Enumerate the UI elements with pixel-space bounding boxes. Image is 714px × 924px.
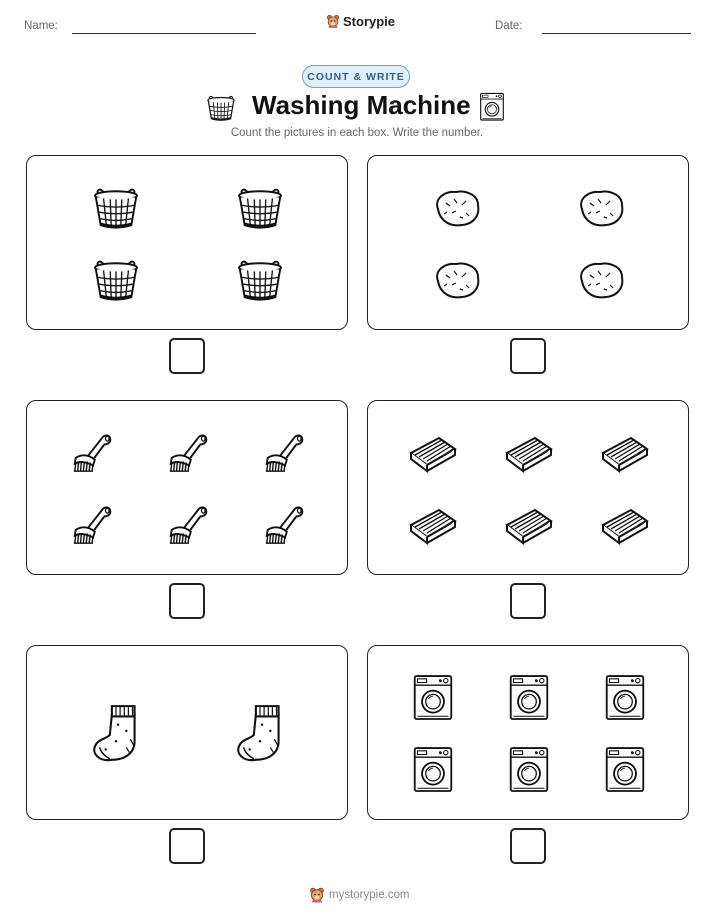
footer-url: mystorypie.com [329,888,410,901]
soap-bar-icon [432,259,482,301]
scrub-brush-icon [262,503,306,547]
laundry-basket-icon [236,258,284,302]
washing-machine-icon [412,674,454,722]
soap-bar-icon [576,259,626,301]
washboard-icon [503,433,555,473]
soap-bar-icon [576,187,626,229]
scrub-brush-icon [70,431,114,475]
footer [309,886,410,903]
washing-machine-icon [508,746,550,794]
page-title: Washing Machine [252,90,471,120]
washboard-icon [599,505,651,545]
answer-box[interactable] [169,583,205,619]
brand-name: Storypie [343,13,396,29]
answer-box[interactable] [169,338,205,374]
laundry-basket-icon [92,186,140,230]
bear-icon [326,13,340,29]
date-field[interactable] [542,33,691,34]
instructions: Count the pictures in each box. Write the number. [230,127,484,139]
counting-panel [367,400,689,575]
washing-machine-icon [604,674,646,722]
answer-box[interactable] [169,828,205,864]
answer-box[interactable] [510,583,546,619]
sock-icon [233,702,287,766]
washboard-icon [407,433,459,473]
bear-icon [309,886,325,903]
answer-box[interactable] [510,828,546,864]
washboard-icon [407,505,459,545]
scrub-brush-icon [70,503,114,547]
laundry-basket-icon [206,94,236,122]
counting-panel [367,645,689,820]
soap-bar-icon [432,187,482,229]
scrub-brush-icon [166,503,210,547]
counting-panel [26,645,348,820]
activity-badge: COUNT & WRITE [302,65,410,88]
laundry-basket-icon [92,258,140,302]
laundry-basket-icon [236,186,284,230]
washing-machine-icon [508,674,550,722]
washboard-icon [599,433,651,473]
sock-icon [89,702,143,766]
washboard-icon [503,505,555,545]
counting-panel [26,155,348,330]
counting-panel [367,155,689,330]
washing-machine-icon [604,746,646,794]
washing-machine-icon [479,92,505,122]
date-label: Date: [495,20,523,32]
name-field[interactable] [72,33,256,34]
scrub-brush-icon [262,431,306,475]
scrub-brush-icon [166,431,210,475]
counting-panel [26,400,348,575]
washing-machine-icon [412,746,454,794]
name-label: Name: [24,20,58,32]
brand-logo [326,13,395,29]
answer-box[interactable] [510,338,546,374]
